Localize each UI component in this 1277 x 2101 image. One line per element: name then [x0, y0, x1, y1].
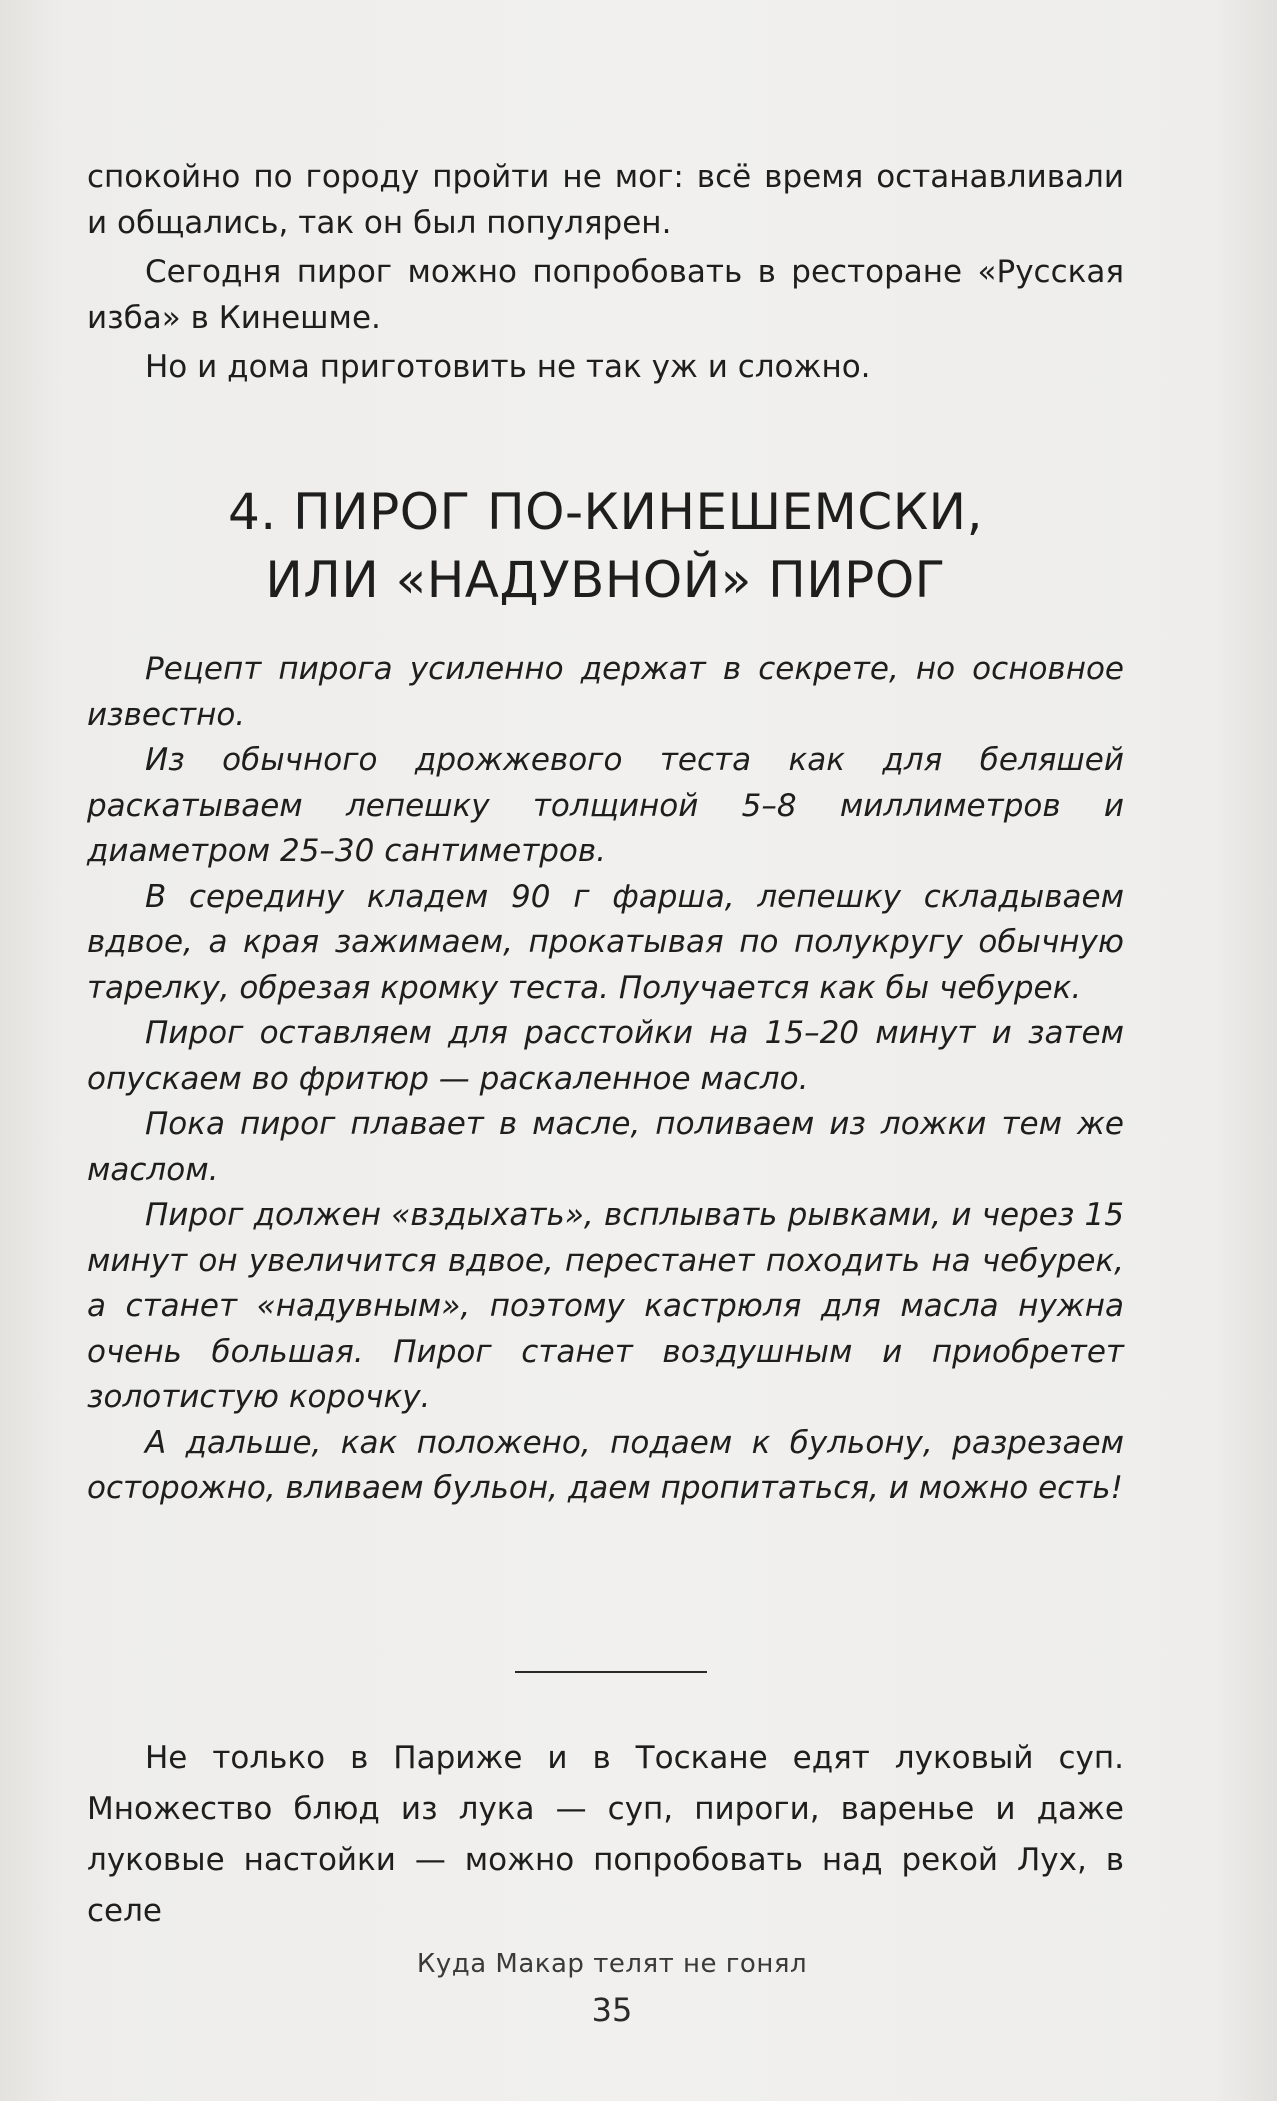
- paragraph-restaurant: Сегодня пирог можно попробовать в ресторане «Русская изба» в Кинешме.: [87, 254, 1124, 336]
- running-footer-book-title: Куда Макар телят не гонял: [416, 1949, 808, 1979]
- paragraph-home-cooking: Но и дома приготовить не так уж и сложно.: [145, 349, 871, 385]
- recipe-paragraph: Пирог должен «вздыхать», всплывать рывками, и через 15 минут он увеличится вдвое, перестанет походить на чебурек, а станет «надувным», поэтому кастрюля для масла нужна очень большая. Пирог станет воздушным и приобретет золотистую корочку.: [87, 1197, 1124, 1415]
- page-number: 35: [591, 1991, 633, 2029]
- section-heading-line1: 4. ПИРОГ ПО-КИНЕШЕМСКИ,: [228, 483, 983, 541]
- recipe-text-block: [87, 647, 1124, 1512]
- recipe-paragraph: В середину кладем 90 г фарша, лепешку складываем вдвое, а края зажимаем, прокатывая по полукругу обычную тарелку, обрезая кромку теста. Получается как бы чебурек.: [87, 878, 1124, 1006]
- recipe-paragraph: А дальше, как положено, подаем к бульону, разрезаем осторожно, вливаем бульон, даем пропитаться, и можно есть!: [87, 1424, 1124, 1506]
- recipe-paragraph: Из обычного дрожжевого теста как для беляшей раскатываем лепешку толщиной 5–8 миллиметров и диаметром 25–30 сантиметров.: [87, 742, 1124, 869]
- section-divider: [515, 1671, 707, 1673]
- recipe-paragraph: Пирог оставляем для расстойки на 15–20 минут и затем опускаем во фритюр — раскаленное масло.: [87, 1015, 1124, 1097]
- paragraph-continuation: спокойно по городу пройти не мог: всё время останавливали и общались, так он был популярен.: [87, 159, 1124, 241]
- top-text-block: [87, 155, 1124, 395]
- section-heading: [87, 478, 1124, 614]
- bottom-text-block: [87, 1733, 1124, 1937]
- recipe-paragraph: Пока пирог плавает в масле, поливаем из ложки тем же маслом.: [87, 1106, 1124, 1188]
- recipe-paragraph: Рецепт пирога усиленно держат в секрете, но основное известно.: [87, 651, 1124, 733]
- section-heading-line2: ИЛИ «НАДУВНОЙ» ПИРОГ: [265, 551, 946, 609]
- paragraph-onion-dishes: Не только в Париже и в Тоскане едят луковый суп. Множество блюд из лука — суп, пироги, варенье и даже луковые настойки — можно попробовать над рекой Лух, в селе: [87, 1740, 1124, 1929]
